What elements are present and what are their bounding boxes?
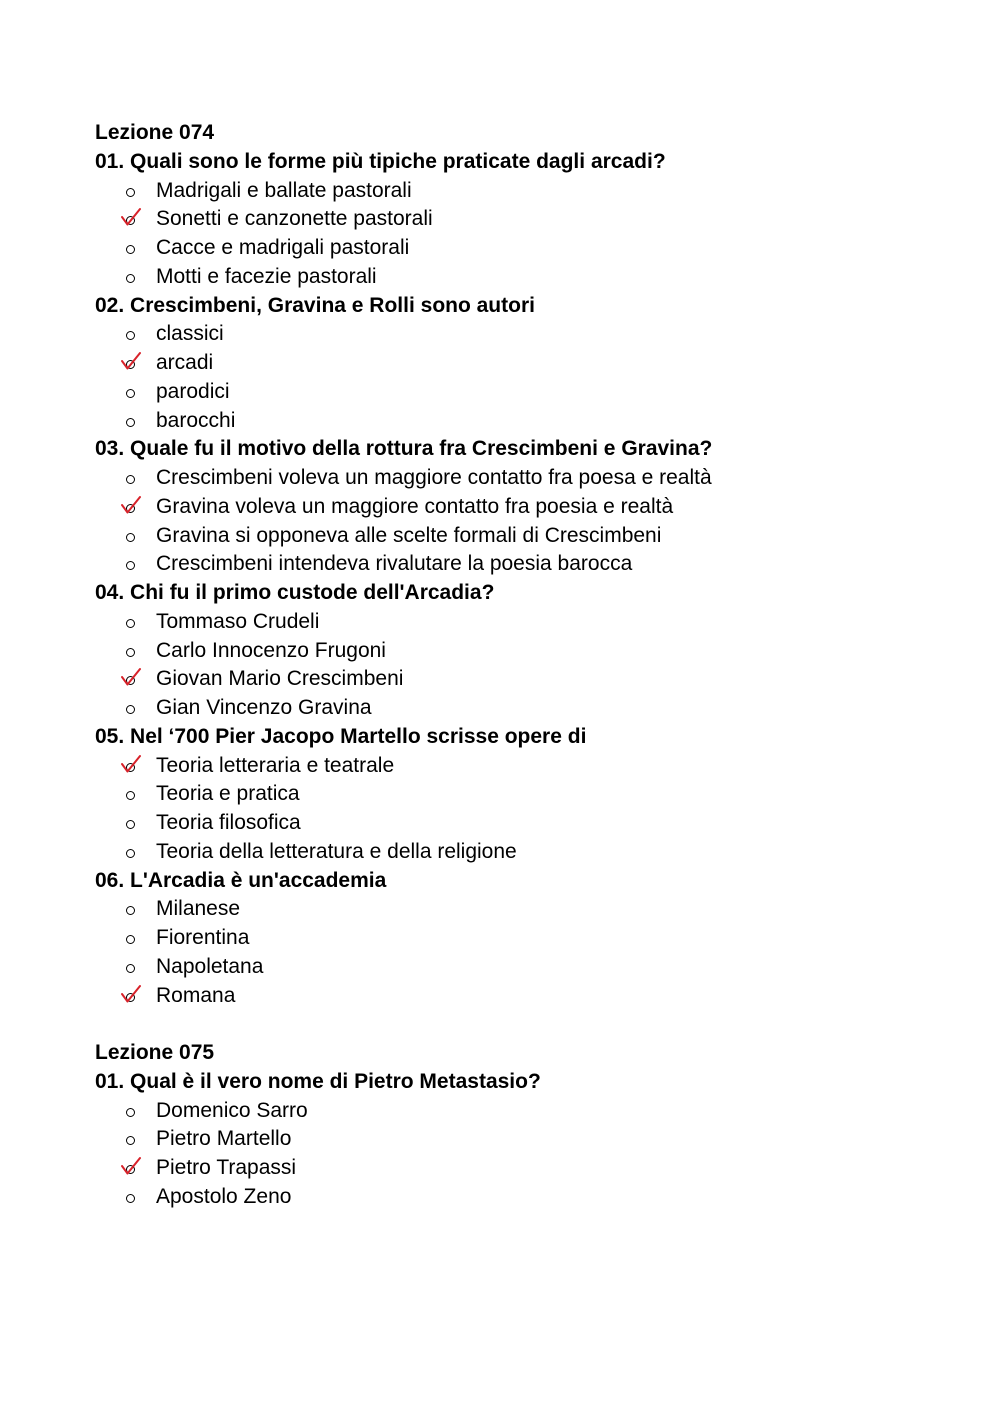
answer-option-correct [95,493,955,522]
question-text: 01. Quali sono le forme più tipiche praticate dagli arcadi? [95,149,666,173]
option-label: arcadi [156,351,214,374]
circle-bullet-icon [126,964,135,973]
circle-bullet-icon [126,705,135,714]
option-label: Gravina si opponeva alle scelte formali di Crescimbeni [156,523,662,547]
answer-option [95,1125,955,1154]
red-checkmark-icon [118,347,146,375]
circle-bullet-icon [126,1108,135,1117]
lesson-title: Lezione 074 [95,121,215,144]
quiz-document [95,119,955,1212]
bullet-icon [124,493,142,522]
answer-option [95,1183,955,1212]
circle-bullet-icon [126,331,135,340]
red-checkmark-icon [118,1152,146,1180]
answer-option-correct [95,752,955,781]
option-label: barocchi [156,408,236,432]
bullet-icon [124,205,142,234]
bullet-icon [124,349,142,378]
option-label: Madrigali e ballate pastorali [156,178,412,202]
red-checkmark-icon [118,750,146,778]
answer-option-correct [95,1154,955,1183]
red-checkmark-icon [118,663,146,691]
question-text: 06. L'Arcadia è un'accademia [95,868,387,892]
option-label: Pietro Trapassi [156,1156,297,1179]
circle-bullet-icon [126,245,135,254]
circle-bullet-icon [126,188,135,197]
bullet-icon [124,895,142,924]
question-text: 04. Chi fu il primo custode dell'Arcadia? [95,581,495,604]
bullet-icon [124,752,142,781]
answer-option [95,924,955,953]
bullet-icon [124,263,142,292]
answer-option [95,953,955,982]
circle-bullet-icon [126,849,135,858]
red-checkmark-icon [118,491,146,519]
bullet-icon [124,407,142,436]
bullet-icon [124,608,142,637]
question-text: 03. Quale fu il motivo della rottura fra Crescimbeni e Gravina? [95,437,713,461]
bullet-icon [124,464,142,493]
option-label: Gian Vincenzo Gravina [156,696,372,719]
answer-option [95,780,955,809]
answer-option [95,608,955,637]
circle-bullet-icon [126,389,135,398]
bullet-icon [124,982,142,1011]
answer-option [95,809,955,838]
circle-bullet-icon [126,533,135,542]
bullet-icon [124,378,142,407]
circle-bullet-icon [126,648,135,657]
bullet-icon [124,838,142,867]
option-label: Teoria e pratica [156,782,300,806]
answer-option [95,407,955,436]
circle-bullet-icon [126,274,135,283]
question-text: 01. Qual è il vero nome di Pietro Metastasio? [95,1069,541,1093]
option-label: Cacce e madrigali pastorali [156,236,410,259]
lesson-title: Lezione 075 [95,1041,215,1064]
option-label: Crescimbeni intendeva rivalutare la poesia barocca [156,552,633,576]
answer-option [95,1097,955,1126]
option-label: Carlo Innocenzo Frugoni [156,638,386,662]
option-label: Sonetti e canzonette pastorali [156,207,433,231]
bullet-icon [124,924,142,953]
bullet-icon [124,780,142,809]
bullet-icon [124,665,142,694]
answer-option [95,838,955,867]
option-label: Romana [156,983,236,1007]
option-label: Apostolo Zeno [156,1184,292,1208]
circle-bullet-icon [126,418,135,427]
answer-option [95,177,955,206]
circle-bullet-icon [126,791,135,800]
answer-option-correct [95,665,955,694]
bullet-icon [124,1097,142,1126]
red-checkmark-icon [118,203,146,231]
option-label: classici [156,322,224,346]
option-label: Teoria della letteratura e della religione [156,839,517,863]
answer-option-correct [95,982,955,1011]
option-label: Napoletana [156,954,264,978]
answer-option [95,694,955,723]
answer-option [95,320,955,349]
option-label: Fiorentina [156,926,250,949]
option-label: Crescimbeni voleva un maggiore contatto fra poesa e realtà [156,466,712,489]
bullet-icon [124,1183,142,1212]
circle-bullet-icon [126,906,135,915]
red-checkmark-icon [118,980,146,1008]
bullet-icon [124,809,142,838]
answer-option [95,895,955,924]
bullet-icon [124,234,142,263]
question-text: 02. Crescimbeni, Gravina e Rolli sono autori [95,293,535,317]
bullet-icon [124,550,142,579]
bullet-icon [124,1125,142,1154]
question-text: 05. Nel ‘700 Pier Jacopo Martello scrisse opere di [95,724,587,748]
answer-option [95,464,955,493]
answer-option-correct [95,349,955,378]
circle-bullet-icon [126,561,135,570]
option-label: Teoria filosofica [156,811,301,834]
circle-bullet-icon [126,619,135,628]
option-label: Pietro Martello [156,1127,292,1151]
bullet-icon [124,637,142,666]
circle-bullet-icon [126,1194,135,1203]
answer-option-correct [95,205,955,234]
option-label: parodici [156,379,230,403]
bullet-icon [124,1154,142,1183]
bullet-icon [124,177,142,206]
option-label: Gravina voleva un maggiore contatto fra poesia e realtà [156,494,674,518]
option-label: Domenico Sarro [156,1098,308,1122]
section-spacer [95,1010,955,1039]
circle-bullet-icon [126,820,135,829]
circle-bullet-icon [126,475,135,484]
answer-option [95,522,955,551]
bullet-icon [124,522,142,551]
answer-option [95,550,955,579]
option-label: Teoria letteraria e teatrale [156,753,395,777]
option-label: Giovan Mario Crescimbeni [156,667,404,691]
answer-option [95,234,955,263]
bullet-icon [124,694,142,723]
bullet-icon [124,320,142,349]
answer-option [95,378,955,407]
option-label: Motti e facezie pastorali [156,264,377,288]
option-label: Milanese [156,897,241,921]
option-label: Tommaso Crudeli [156,609,320,633]
bullet-icon [124,953,142,982]
answer-option [95,637,955,666]
answer-option [95,263,955,292]
circle-bullet-icon [126,935,135,944]
circle-bullet-icon [126,1136,135,1145]
